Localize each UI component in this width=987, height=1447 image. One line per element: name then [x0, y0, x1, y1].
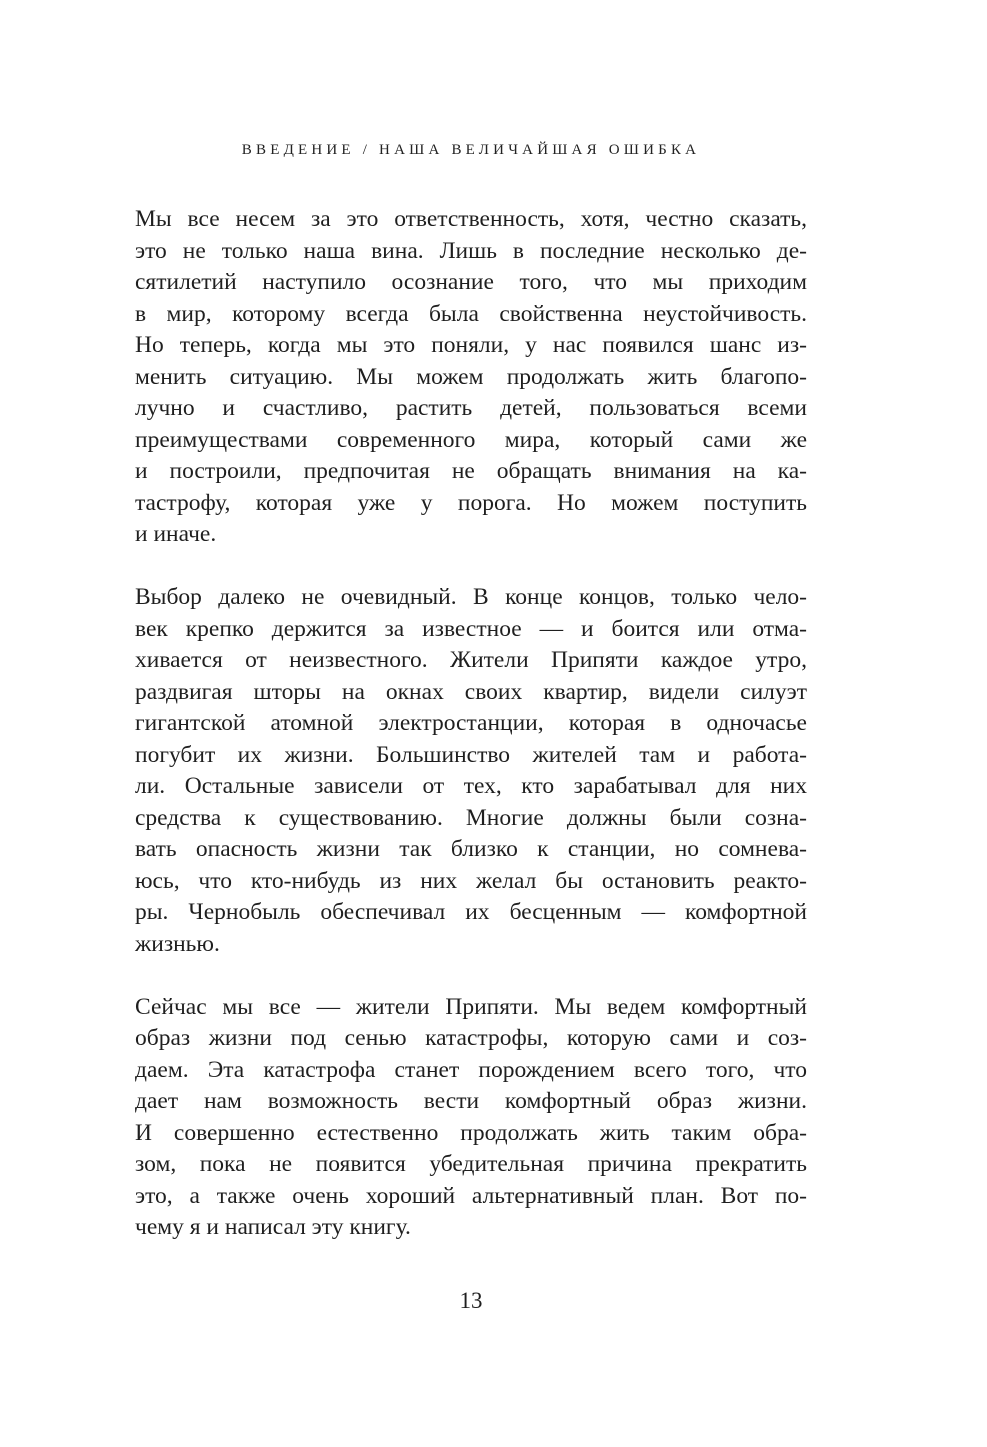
text-line: дает нам возможность вести комфортный образ жизни. [135, 1088, 807, 1114]
text-line: зом, пока не появится убедительная причина прекратить [135, 1151, 807, 1177]
text-line: хивается от неизвестного. Жители Припяти каждое утро, [135, 647, 807, 673]
text-line: и иначе. [135, 521, 217, 547]
text-line: Мы все несем за это ответственность, хотя, честно сказать, [135, 206, 807, 232]
text-line: менить ситуацию. Мы можем продолжать жить благопо- [135, 363, 807, 390]
text-line: тастрофу, которая уже у порога. Но можем поступить [135, 489, 807, 516]
text-line: вать опасность жизни так близко к станции, но сомнева- [135, 836, 807, 862]
text-line: Но теперь, когда мы это поняли, у нас появился шанс из- [135, 332, 807, 358]
paragraph-3 [135, 992, 807, 1244]
text-line: Сейчас мы все — жители Припяти. Мы ведем комфортный [135, 993, 807, 1020]
page-number: 13 [459, 1288, 483, 1313]
text-line: век крепко держится за известное — и боится или отма- [135, 615, 807, 642]
text-line: ры. Чернобыль обеспечивал их бесценным — комфортной [135, 899, 807, 925]
text-line: гигантской атомной электростанции, которая в одночасье [135, 710, 807, 736]
paragraph-2 [135, 582, 807, 960]
text-line: погубит их жизни. Большинство жителей там и работа- [135, 741, 807, 768]
text-line: и построили, предпочитая не обращать внимания на ка- [135, 458, 807, 484]
text-line: в мир, которому всегда была свойственна неустойчивость. [135, 300, 807, 327]
text-line: ли. Остальные зависели от тех, кто зарабатывал для них [135, 773, 807, 799]
text-line: Выбор далеко не очевидный. В конце концов, только чело- [135, 584, 807, 610]
body-text [135, 204, 807, 1244]
text-line: преимуществами современного мира, который сами же [135, 426, 807, 453]
text-line: даем. Эта катастрофа станет порождением всего того, что [135, 1056, 807, 1083]
running-header: ВВЕДЕНИЕ / НАША ВЕЛИЧАЙШАЯ ОШИБКА [241, 142, 701, 158]
text-line: И совершенно естественно продолжать жить таким обра- [135, 1119, 807, 1146]
text-line: это, а также очень хороший альтернативный план. Вот по- [135, 1182, 807, 1209]
text-line: юсь, что кто-нибудь из них желал бы остановить реакто- [135, 867, 807, 894]
text-line: сятилетий наступило осознание того, что мы приходим [135, 269, 807, 295]
text-line: образ жизни под сенью катастрофы, которую сами и соз- [135, 1025, 807, 1051]
paragraph-1 [135, 204, 807, 551]
text-line: это не только наша вина. Лишь в последние несколько де- [135, 237, 807, 264]
text-line: чему я и написал эту книгу. [135, 1214, 411, 1240]
text-line: средства к существованию. Многие должны были созна- [135, 804, 807, 831]
text-line: лучно и счастливо, растить детей, пользоваться всеми [135, 395, 807, 421]
text-line: жизнью. [135, 930, 220, 957]
text-line: раздвигая шторы на окнах своих квартир, видели силуэт [135, 678, 807, 705]
